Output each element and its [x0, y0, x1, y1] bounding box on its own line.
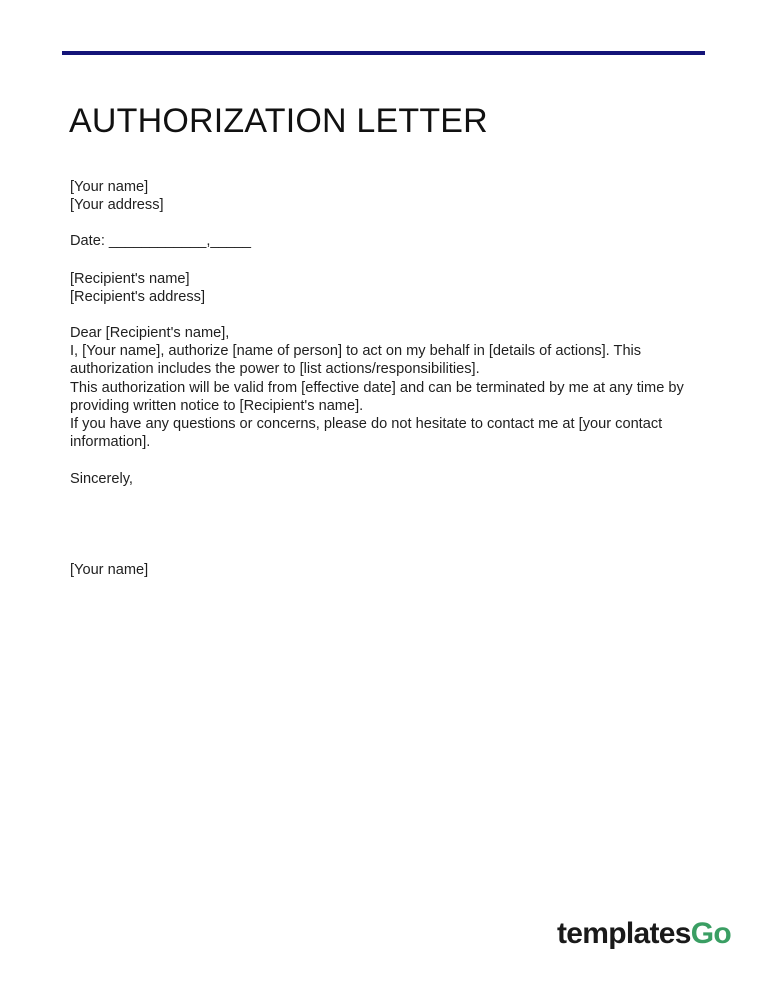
closing-salutation: Sincerely,	[70, 471, 133, 488]
logo-text-primary: templates	[557, 917, 691, 950]
spacer-after-date	[70, 251, 695, 270]
signature-block	[70, 561, 695, 579]
body-paragraph-1: I, [Your name], authorize [name of person] to act on my behalf in [details of actions]. This authorization includes the power to [list actions/responsibilities].	[70, 343, 642, 378]
date-line: Date: ____________,_____	[70, 233, 251, 250]
body-paragraph-2: This authorization will be valid from [effective date] and can be terminated by me at any time by providing written notice to [Recipient's name].	[70, 379, 684, 414]
sender-address: [Your address]	[70, 197, 164, 214]
recipient-address: [Recipient's address]	[70, 288, 206, 305]
recipient-block	[70, 270, 695, 306]
sender-name: [Your name]	[70, 179, 149, 195]
closing-block	[70, 470, 695, 488]
spacer-before-closing	[70, 451, 695, 470]
templatesgo-logo	[557, 916, 731, 952]
recipient-name: [Recipient's name]	[70, 270, 190, 287]
page-title: AUTHORIZATION LETTER	[69, 101, 488, 140]
letter-body	[70, 178, 695, 579]
sender-block	[70, 178, 695, 214]
signature-name: [Your name]	[70, 561, 149, 578]
body-paragraph-3: If you have any questions or concerns, please do not hesitate to contact me at [your contact information].	[70, 416, 663, 451]
date-block	[70, 232, 695, 250]
spacer-after-recipient	[70, 306, 695, 324]
header-rule	[62, 51, 705, 55]
spacer-after-sender	[70, 214, 695, 232]
letter-content-block	[70, 324, 695, 451]
salutation: Dear [Recipient's name],	[70, 325, 230, 342]
logo-text-accent: Go	[690, 917, 732, 950]
signature-space	[70, 489, 695, 561]
